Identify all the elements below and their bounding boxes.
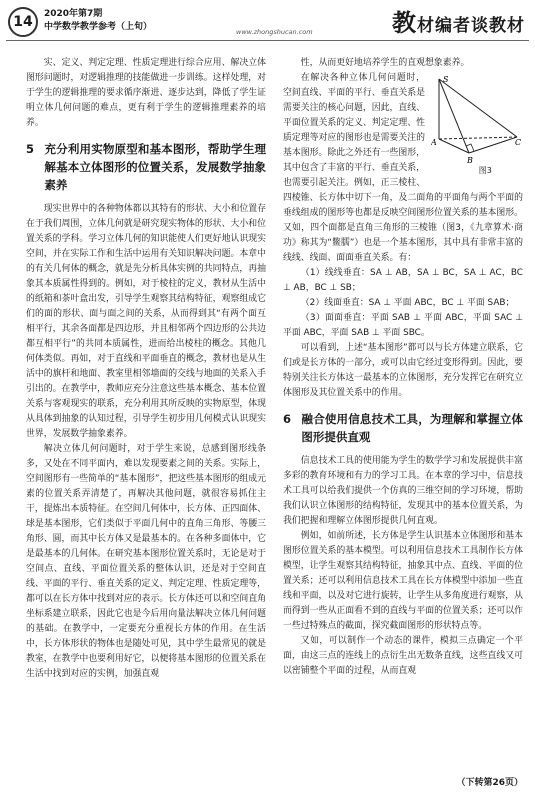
paragraph: 信息技术工具的使用能为学生的数学学习和发展提供丰富多彩的教育环境和有力的学习工具。在本章的学习中，信息技术工具可以给我们提供一个仿真的三维空间的学习环境，帮助我们认识立体图形的结构特征，发现其中的基本位置关系，为我们把握和理解立体图形提供几何直观。 bbox=[283, 456, 523, 526]
section-title: 融合使用信息技术工具，为理解和掌握立体图形提供直观 bbox=[301, 412, 523, 444]
perpendicular-list-item: （2）线面垂直：SA ⊥ 平面 ABC，BC ⊥ 平面 SAB； bbox=[300, 298, 515, 308]
paragraph-text: 在解决各种立体几何问题时，空间直线、平面的平行、垂直关系是需要关注的核心问题，因此，直线、平面位置关系的定义、判定定理、性质定理等对应的图形也是需要关注的基本图形。除此之外还有一些图形，其中包含了丰富的平行、垂直关系，也需要引起关注。例如，正三棱柱、四棱锥、长方体中切下一角，及二面角的平面角与两个平面的垂线组成的图形等也都是反映空间图形位置关系的基本图形。又如，四个面都是直角三角形的三棱锥（图3，《九章算术·商功》称其为“鳖臑”）也是一个基本图形，其中具有非常丰富的线线、线面、面面垂直关系。有： bbox=[283, 73, 523, 263]
figure-caption: 图3 bbox=[478, 166, 492, 175]
right-column bbox=[283, 56, 523, 679]
paragraph: 实、定义、判定定理、性质定理进行综合应用、解决立体图形问题时，对逻辑推理的技能做进一步训练。这样处理，对于学生的逻辑推理的要求循序渐进、逐步达到，降低了学生证明立体几何问题的难点，更有利于学生的逻辑推理素养的培养。 bbox=[26, 58, 266, 128]
perpendicular-list-item: （3）面面垂直：平面 SAB ⊥ 平面 ABC，平面 SAC ⊥ 平面 ABC，平面 SAB ⊥ 平面 SBC。 bbox=[283, 313, 523, 338]
paragraph bbox=[283, 71, 523, 266]
paragraph: 现实世界中的各种物体都以其特有的形状、大小和位置存在于我们周围，立体几何就是研究现实物体的形状、大小和位置关系的学科。学习立体几何的知识能使人们更好地认识现实空间，并在实际工作和生活中运用有关知识解决问题。本章中的有关几何体的概念，就是先分析具体实例的共同特点，再抽象其本质属性得到的。例如，对于棱柱的定义，教材从生活中的纸箱和茶叶盒出发，引导学生观察其结构特征，观察组成它们的面的形状、面与面之间的关系，从而得到其“有两个面互相平行，其余各面都是四边形，并且相邻两个四边形的公共边都互相平行”的共同本质属性，进而给出棱柱的概念。其他几何体类似。再如，对于直线和平面垂直的概念，教材也是从生活中的旗杆和地面、教室里相邻墙面的交线与地面的关系入手引出的。在教学中，教师应充分注意这些基本概念、基本位置关系与客观现实的联系，充分利用其所反映的实物原型，体现从具体到抽象的认知过程，引导学生初步用几何模式认识现实世界，发展数学抽象素养。 bbox=[26, 204, 266, 439]
header-rule bbox=[6, 40, 529, 41]
section-number: 5 bbox=[26, 142, 35, 156]
column-brand bbox=[392, 3, 525, 38]
vertex-label-c: C bbox=[515, 138, 522, 147]
section-heading-6 bbox=[283, 410, 523, 446]
page-number: 14 bbox=[8, 7, 38, 37]
paragraph: 又如，可以制作一个动态的课件，模拟三点确定一个平面，由这三点的连线上的点衍生出无数条直线，这些直线又可以密铺整个平面的过程，从而直观 bbox=[283, 636, 523, 676]
paragraph: 解决立体几何问题时，对于学生来说，总感到图形线条多，又处在不同平面内，难以发现要素之间的关系。实际上，空间图形有一些简单的“基本图形”，把这些基本图形的组成元素的位置关系弄清楚了，再解决其他问题，就很容易抓住主干，提炼出本质特征。在空间几何体中，长方体、正四面体、球是基本图形，它们类似于平面几何中的直角三角形、等腰三角形、圆，而其中长方体又是最基本的。在各种多面体中，它是最基本的几何体。在研究基本图形位置关系时，无论是对于空间点、直线、平面位置关系的整体认识，还是对于空间直线、平面的平行、垂直关系的定义、判定定理、性质定理等，都可以在长方体中找到对应的表示。长方体还可以和空间直角坐标系建立联系，因此它也是今后用向量法解决立体几何问题的基础。在教学中，一定要充分重视长方体的作用。在生活中，长方体形状的物体也是随处可见，其中学生最常见的就是教室，在教学中也要利用好它，以便将基本图形的位置关系在生活中找到对应的实例，加强直观 bbox=[26, 444, 266, 679]
journal-name: 中学数学教学参考（上旬） bbox=[44, 22, 153, 32]
section-heading-5 bbox=[26, 140, 266, 194]
figure-3 bbox=[431, 73, 523, 177]
section-title: 充分利用实物原型和基本图形，帮助学生理解基本立体图形的位置关系，发展数学抽象素养 bbox=[44, 142, 266, 192]
tetrahedron-diagram bbox=[431, 73, 523, 165]
paragraph: 可以看到，上述“基本图形”都可以与长方体建立联系，它们或是长方体的一部分，或可以由它经过变形得到。因此，要特别关注长方体这一最基本的立体图形，充分发挥它在研究立体图形及其位置关系中的作用。 bbox=[283, 343, 523, 398]
left-column bbox=[26, 56, 266, 682]
page-header bbox=[0, 0, 535, 46]
perpendicular-list-item: （1）线线垂直：SA ⊥ AB，SA ⊥ BC，SA ⊥ AC，BC ⊥ AB，BC ⊥ SB； bbox=[283, 268, 523, 293]
paragraph: 性，从而更好地培养学生的直观想象素养。 bbox=[300, 58, 470, 68]
vertex-label-b: B bbox=[467, 156, 473, 165]
vertex-label-a: A bbox=[431, 138, 437, 147]
issue-label: 2020年第7期 bbox=[44, 9, 103, 19]
column-brand-initial: 教 bbox=[392, 8, 417, 37]
continued-note: （下转第26页） bbox=[456, 778, 523, 788]
vertex-label-s: S bbox=[443, 75, 449, 84]
column-brand-rest: 材编者谈教材 bbox=[417, 16, 525, 36]
section-number: 6 bbox=[283, 412, 292, 426]
journal-url: www.zhongshucan.com bbox=[236, 28, 313, 36]
paragraph: 例如，如前所述，长方体是学生认识基本立体图形和基本图形位置关系的基本模型。可以利用信息技术工具制作长方体模型，让学生观察其结构特征，抽象其中点、直线、平面的位置关系；还可以利用信息技术工具在长方体模型中添加一些直线和平面，以及对它进行旋转，让学生从多角度进行观察，从而得到一些从正面看不到的直线与平面的位置关系；还可以作一些过特殊点的截面，探究截面图形的形状特点等。 bbox=[283, 531, 523, 631]
